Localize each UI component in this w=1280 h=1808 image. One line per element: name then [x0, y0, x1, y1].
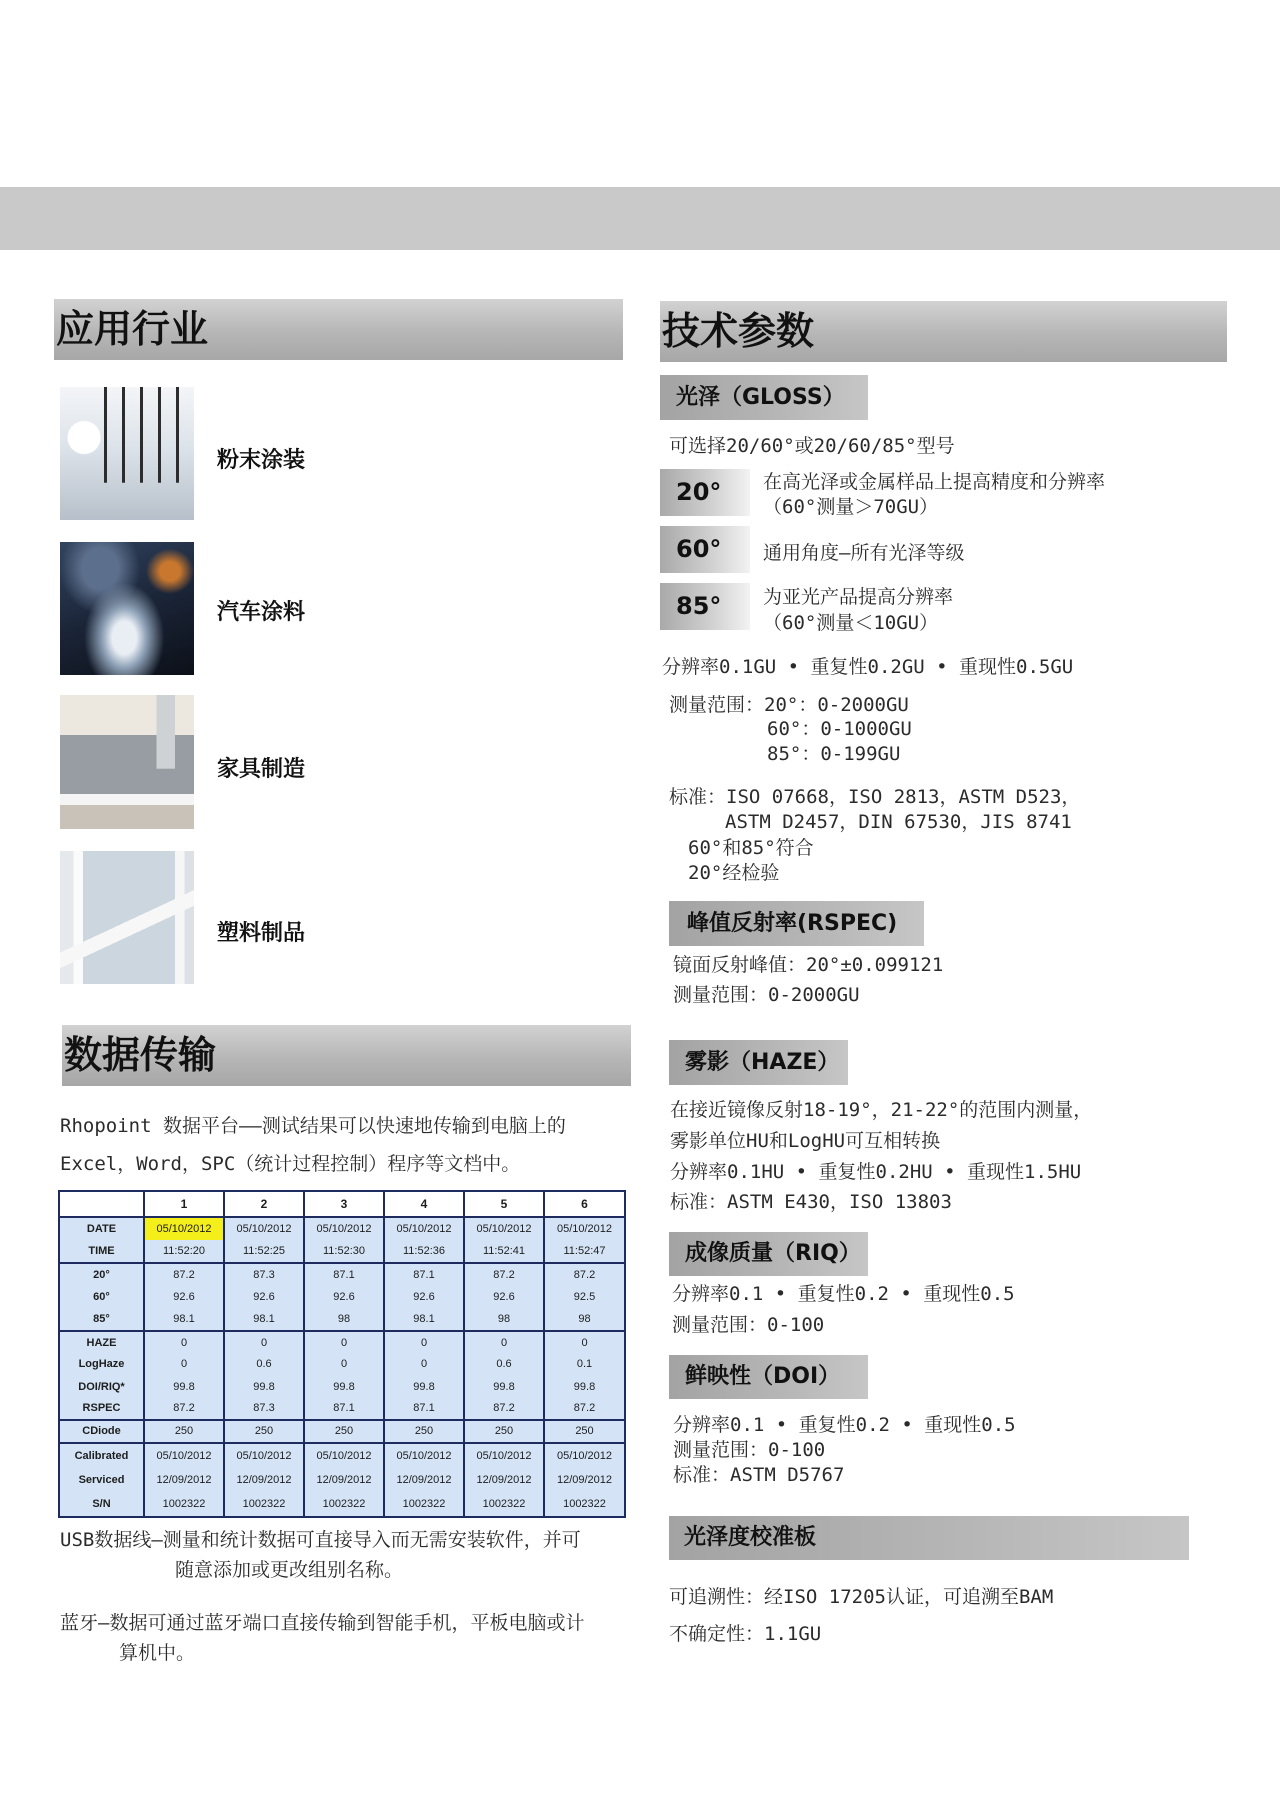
table-row [59, 1375, 625, 1397]
gloss-standards-line: 标准：ISO 07668，ISO 2813，ASTM D523， [669, 786, 1081, 808]
table-header-row [59, 1191, 625, 1217]
table-row [59, 1286, 625, 1309]
table-cell: 87.2 [464, 1398, 544, 1420]
table-cell: 87.1 [384, 1263, 464, 1286]
table-cell: 92.5 [544, 1286, 625, 1309]
table-cell: 11:52:47 [544, 1240, 625, 1263]
table-cell: 87.2 [144, 1263, 224, 1286]
table-cell: 250 [464, 1420, 544, 1443]
row-label: DATE [59, 1217, 144, 1240]
gloss-range-line: 85°：0-199GU [767, 743, 901, 765]
table-cell: 1002322 [384, 1492, 464, 1517]
doi-line: 测量范围：0-100 [673, 1439, 826, 1461]
table-cell: 0.6 [224, 1353, 304, 1375]
row-label: S/N [59, 1492, 144, 1517]
table-cell: 99.8 [304, 1375, 384, 1397]
haze-line: 分辨率0.1HU • 重复性0.2HU • 重现性1.5HU [670, 1161, 1082, 1183]
rspec-heading: 峰值反射率(RSPEC) [669, 901, 924, 946]
column-header: 2 [224, 1191, 304, 1217]
table-cell: 05/10/2012 [224, 1443, 304, 1468]
gloss-standards-line: 20°经检验 [688, 862, 780, 884]
angle-60-description: 通用角度—所有光泽等级 [763, 542, 965, 564]
angle-20-description: （60°测量＞70GU） [763, 496, 939, 518]
table-cell: 1002322 [544, 1492, 625, 1517]
table-cell: 11:52:41 [464, 1240, 544, 1263]
table-cell: 1002322 [304, 1492, 384, 1517]
data-transfer-intro-line: Rhopoint 数据平台——测试结果可以快速地传输到电脑上的 [60, 1115, 566, 1137]
gloss-range-line: 60°：0-1000GU [767, 718, 912, 740]
row-label: 60° [59, 1286, 144, 1309]
table-cell: 12/09/2012 [384, 1467, 464, 1492]
table-body [59, 1217, 625, 1517]
haze-line: 标准：ASTM E430，ISO 13803 [670, 1191, 952, 1213]
gloss-heading: 光泽（GLOSS） [660, 375, 868, 420]
table-cell: 87.1 [304, 1263, 384, 1286]
table-cell: 0 [544, 1331, 625, 1353]
table-cell: 92.6 [224, 1286, 304, 1309]
column-header: 3 [304, 1191, 384, 1217]
row-label: TIME [59, 1240, 144, 1263]
table-cell: 250 [544, 1420, 625, 1443]
table-cell: 05/10/2012 [224, 1217, 304, 1240]
gloss-standards-line: ASTM D2457，DIN 67530，JIS 8741 [725, 811, 1072, 833]
row-label: RSPEC [59, 1398, 144, 1420]
table-cell: 11:52:20 [144, 1240, 224, 1263]
table-cell: 87.2 [544, 1398, 625, 1420]
top-banner-band [0, 187, 1280, 250]
doi-line: 分辨率0.1 • 重复性0.2 • 重现性0.5 [673, 1414, 1016, 1436]
application-label-powder-coating: 粉末涂装 [217, 448, 306, 473]
table-cell: 05/10/2012 [384, 1217, 464, 1240]
table-cell: 98 [304, 1308, 384, 1331]
rspec-line: 镜面反射峰值：20°±0.099121 [673, 954, 944, 976]
data-transfer-intro-line: Excel，Word，SPC（统计过程控制）程序等文档中。 [60, 1153, 521, 1175]
calibration-line: 不确定性：1.1GU [669, 1623, 822, 1645]
row-label: 20° [59, 1263, 144, 1286]
table-cell: 1002322 [464, 1492, 544, 1517]
riq-heading: 成像质量（RIQ） [669, 1232, 868, 1276]
table-cell: 05/10/2012 [144, 1217, 224, 1240]
calibration-line: 可追溯性：经ISO 17205认证，可追溯至BAM [669, 1586, 1054, 1608]
bluetooth-description-line: 蓝牙—数据可通过蓝牙端口直接传输到智能手机，平板电脑或计 [60, 1612, 585, 1634]
doi-heading: 鲜映性（DOI） [669, 1355, 868, 1399]
application-label-plastics: 塑料制品 [217, 921, 306, 946]
table-cell: 87.3 [224, 1263, 304, 1286]
data-transfer-title: 数据传输 [64, 1033, 217, 1077]
measurement-data-table [58, 1190, 626, 1518]
table-cell: 98 [544, 1308, 625, 1331]
data-transfer-header [62, 1025, 631, 1086]
table-cell: 1002322 [224, 1492, 304, 1517]
riq-line: 测量范围：0-100 [672, 1314, 825, 1336]
table-cell: 99.8 [384, 1375, 464, 1397]
table-cell: 05/10/2012 [144, 1443, 224, 1468]
table-row [59, 1263, 625, 1286]
haze-line: 在接近镜像反射18-19°，21-22°的范围内测量， [670, 1099, 1093, 1121]
row-label: Serviced [59, 1467, 144, 1492]
calibration-tile-heading: 光泽度校准板 [669, 1516, 1189, 1560]
table-row [59, 1398, 625, 1420]
column-header: 6 [544, 1191, 625, 1217]
table-cell: 99.8 [144, 1375, 224, 1397]
row-label: DOI/RIQ* [59, 1375, 144, 1397]
table-cell: 0 [384, 1353, 464, 1375]
automotive-coating-photo [60, 542, 194, 675]
table-cell: 12/09/2012 [224, 1467, 304, 1492]
table-cell: 05/10/2012 [464, 1217, 544, 1240]
application-label-automotive: 汽车涂料 [217, 600, 306, 625]
table-cell: 0 [224, 1331, 304, 1353]
specs-header [660, 301, 1227, 362]
row-label: CDiode [59, 1420, 144, 1443]
gloss-range-line: 测量范围：20°：0-2000GU [669, 694, 909, 716]
doi-line: 标准：ASTM D5767 [673, 1464, 845, 1486]
specs-title: 技术参数 [662, 309, 815, 353]
table-cell: 87.2 [464, 1263, 544, 1286]
angle-badge-85: 85° [660, 583, 750, 630]
table-row [59, 1353, 625, 1375]
table-cell: 0 [304, 1353, 384, 1375]
table-cell: 11:52:30 [304, 1240, 384, 1263]
table-cell: 250 [224, 1420, 304, 1443]
table-cell: 250 [384, 1420, 464, 1443]
table-cell: 0 [144, 1353, 224, 1375]
angle-badge-20: 20° [660, 469, 750, 516]
table-cell: 87.2 [144, 1398, 224, 1420]
table-cell: 92.6 [464, 1286, 544, 1309]
riq-line: 分辨率0.1 • 重复性0.2 • 重现性0.5 [672, 1283, 1015, 1305]
table-cell: 99.8 [544, 1375, 625, 1397]
furniture-manufacturing-photo [60, 695, 194, 829]
table-cell: 99.8 [224, 1375, 304, 1397]
application-label-furniture: 家具制造 [217, 757, 306, 782]
table-cell: 98.1 [384, 1308, 464, 1331]
table-row [59, 1443, 625, 1468]
plastic-products-photo [60, 851, 194, 984]
gloss-options: 可选择20/60°或20/60/85°型号 [669, 435, 955, 457]
table-cell: 12/09/2012 [544, 1467, 625, 1492]
bluetooth-description-line: 算机中。 [119, 1642, 196, 1664]
table-row [59, 1467, 625, 1492]
table-cell: 87.3 [224, 1398, 304, 1420]
row-label: 85° [59, 1308, 144, 1331]
table-cell: 98 [464, 1308, 544, 1331]
gloss-performance: 分辨率0.1GU • 重复性0.2GU • 重现性0.5GU [662, 656, 1074, 678]
table-cell: 87.1 [384, 1398, 464, 1420]
table-row [59, 1240, 625, 1263]
table-cell: 05/10/2012 [304, 1217, 384, 1240]
gloss-standards-line: 60°和85°符合 [688, 837, 814, 859]
table-cell: 12/09/2012 [464, 1467, 544, 1492]
table-corner-cell [59, 1191, 144, 1217]
powder-coating-photo [60, 387, 194, 520]
table-cell: 0 [144, 1331, 224, 1353]
applications-title: 应用行业 [56, 307, 209, 351]
table-cell: 05/10/2012 [464, 1443, 544, 1468]
table-cell: 05/10/2012 [304, 1443, 384, 1468]
haze-heading: 雾影（HAZE） [669, 1040, 848, 1085]
table-cell: 0 [304, 1331, 384, 1353]
row-label: HAZE [59, 1331, 144, 1353]
table-cell: 92.6 [144, 1286, 224, 1309]
table-cell: 1002322 [144, 1492, 224, 1517]
usb-description-line: 随意添加或更改组别名称。 [175, 1559, 404, 1581]
table-row [59, 1308, 625, 1331]
table-cell: 98.1 [224, 1308, 304, 1331]
table-cell: 05/10/2012 [544, 1217, 625, 1240]
haze-line: 雾影单位HU和LogHU可互相转换 [670, 1130, 941, 1152]
row-label: Calibrated [59, 1443, 144, 1468]
table-cell: 11:52:36 [384, 1240, 464, 1263]
table-cell: 0 [464, 1331, 544, 1353]
table-cell: 250 [304, 1420, 384, 1443]
table-cell: 250 [144, 1420, 224, 1443]
table-row [59, 1217, 625, 1240]
rspec-line: 测量范围：0-2000GU [673, 984, 860, 1006]
table-cell: 87.1 [304, 1398, 384, 1420]
angle-20-description: 在高光泽或金属样品上提高精度和分辨率 [763, 471, 1106, 493]
column-header: 5 [464, 1191, 544, 1217]
row-label: LogHaze [59, 1353, 144, 1375]
table-cell: 99.8 [464, 1375, 544, 1397]
usb-description-line: USB数据线—测量和统计数据可直接导入而无需安装软件，并可 [60, 1529, 581, 1551]
table-cell: 92.6 [384, 1286, 464, 1309]
table-cell: 0.6 [464, 1353, 544, 1375]
table-row [59, 1420, 625, 1443]
table-cell: 0 [384, 1331, 464, 1353]
table-cell: 11:52:25 [224, 1240, 304, 1263]
table-cell: 0.1 [544, 1353, 625, 1375]
table-cell: 05/10/2012 [384, 1443, 464, 1468]
table-cell: 87.2 [544, 1263, 625, 1286]
angle-85-description: （60°测量＜10GU） [763, 612, 939, 634]
table-cell: 05/10/2012 [544, 1443, 625, 1468]
angle-85-description: 为亚光产品提高分辨率 [763, 586, 954, 608]
column-header: 4 [384, 1191, 464, 1217]
column-header: 1 [144, 1191, 224, 1217]
table-cell: 12/09/2012 [144, 1467, 224, 1492]
table-cell: 92.6 [304, 1286, 384, 1309]
table-row [59, 1492, 625, 1517]
applications-header [54, 299, 623, 360]
table-row [59, 1331, 625, 1353]
angle-badge-60: 60° [660, 526, 750, 573]
table-cell: 98.1 [144, 1308, 224, 1331]
table-cell: 12/09/2012 [304, 1467, 384, 1492]
